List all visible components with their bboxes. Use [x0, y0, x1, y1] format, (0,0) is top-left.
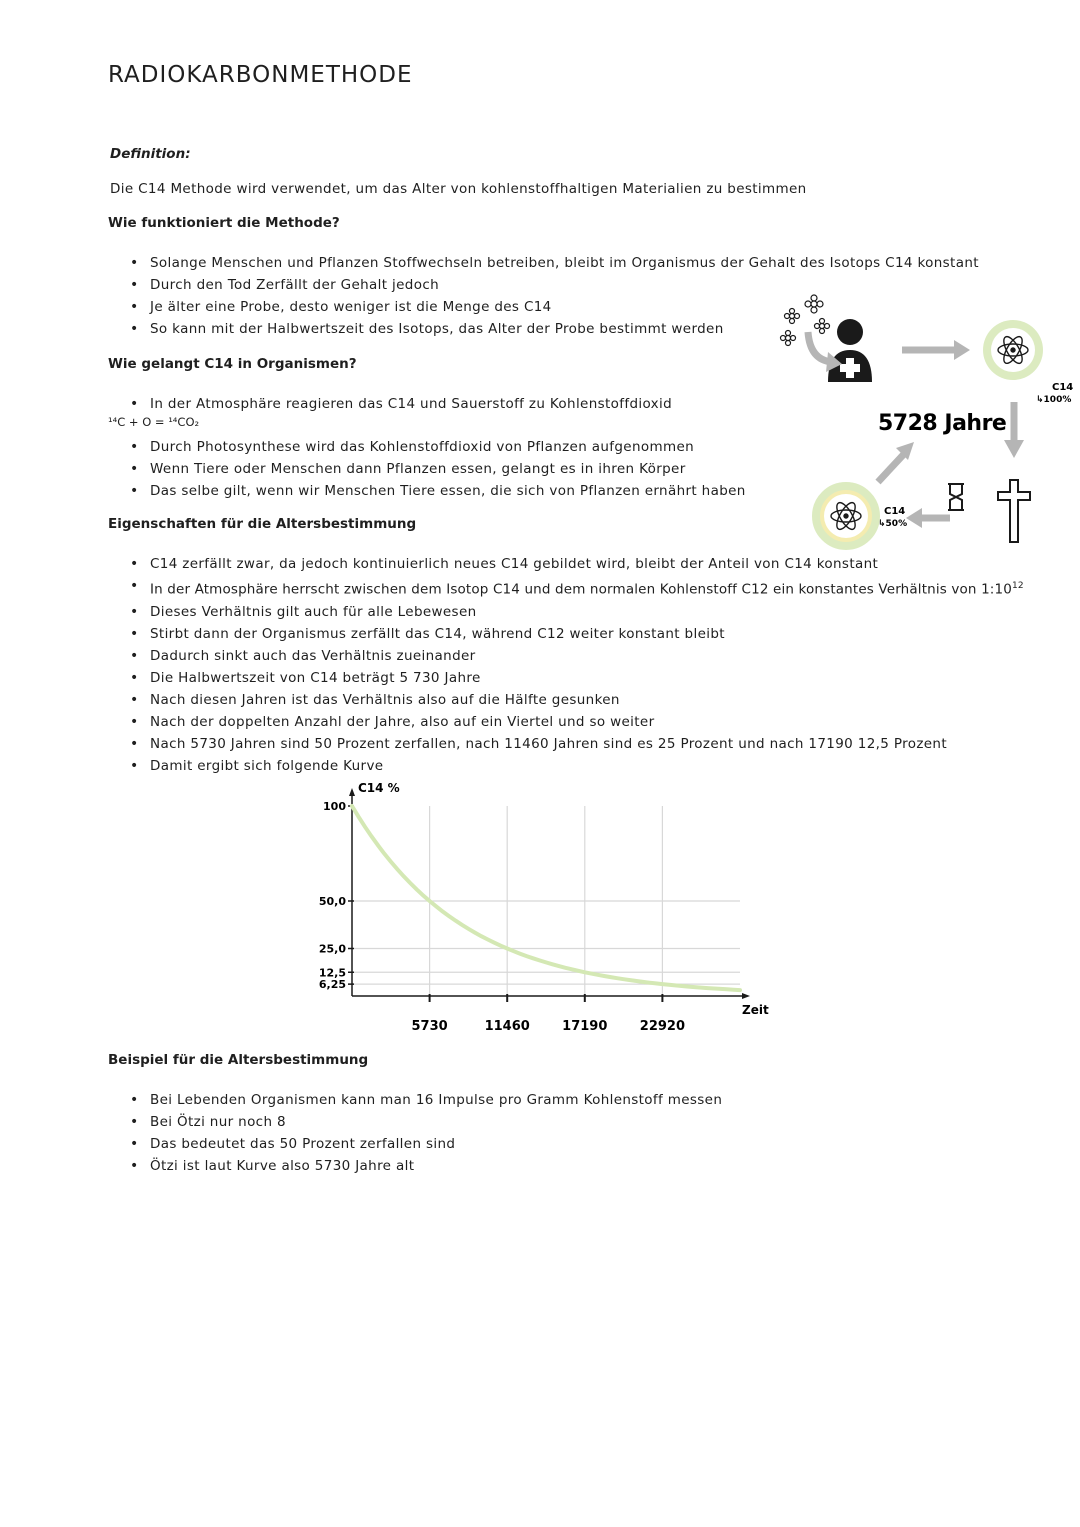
- example-heading: Beispiel für die Altersbestimmung: [108, 1052, 369, 1068]
- c14-full-label: C14: [1052, 382, 1074, 393]
- y-tick-label: 6,25: [318, 978, 346, 992]
- ratio-item-text: In der Atmosphäre herrscht zwischen dem Isotop C14 und dem normalen Kohlenstoff C12 ein konstantes Verhältnis von 1:10: [150, 581, 1012, 598]
- arrow-left-head: [906, 508, 922, 528]
- arrow-up: [878, 454, 904, 482]
- list-item: • Damit ergibt sich folgende Kurve: [110, 755, 1024, 777]
- list-item: • Die Halbwertszeit von C14 beträgt 5 730 Jahre: [110, 667, 1024, 689]
- c14-entry-list: [110, 436, 746, 502]
- list-item: • Bei Ötzi nur noch 8: [110, 1111, 722, 1133]
- c14-entry-first-list: [110, 393, 672, 415]
- how-it-works-heading: Wie funktioniert die Methode?: [108, 215, 340, 231]
- co2-formula: ¹⁴C + O = ¹⁴CO₂: [108, 415, 200, 429]
- y-tick-label: 12,5: [318, 966, 346, 980]
- definition-text: Die C14 Methode wird verwendet, um das Alter von kohlenstoffhaltigen Materialien zu bestimmen: [110, 181, 807, 197]
- list-item: • Bei Lebenden Organismen kann man 16 Impulse pro Gramm Kohlenstoff messen: [110, 1089, 722, 1111]
- arrow-down-head: [1004, 440, 1024, 458]
- list-item: • Das bedeutet das 50 Prozent zerfallen sind: [110, 1133, 722, 1155]
- chart-grid: [352, 806, 740, 996]
- list-item: • Stirbt dann der Organismus zerfällt das C14, während C12 weiter konstant bleibt: [110, 623, 1024, 645]
- x-tick-label: 11460: [484, 1019, 530, 1034]
- properties-heading: Eigenschaften für die Altersbestimmung: [108, 516, 417, 532]
- c14-full-pct: ↳100%: [1036, 395, 1072, 405]
- y-axis-label: C14 %: [358, 781, 400, 795]
- list-item: • Dieses Verhältnis gilt auch für alle Lebewesen: [110, 601, 1024, 623]
- decay-curve: [352, 806, 740, 990]
- list-item: • Durch Photosynthese wird das Kohlenstoffdioxid von Pflanzen aufgenommen: [110, 436, 746, 458]
- flower-icon: [781, 295, 830, 346]
- list-item: • Dadurch sinkt auch das Verhältnis zueinander: [110, 645, 1024, 667]
- x-tick-label: 22920: [639, 1019, 686, 1034]
- list-item: • In der Atmosphäre reagieren das C14 und Sauerstoff zu Kohlenstoffdioxid: [110, 393, 672, 415]
- decay-chart: [300, 776, 800, 1046]
- ratio-exponent: 12: [1011, 581, 1024, 591]
- x-axis-arrow: [742, 993, 750, 999]
- x-axis-label: Zeit: [742, 1003, 769, 1017]
- list-item: • So kann mit der Halbwertszeit des Isotops, das Alter der Probe bestimmt werden: [110, 318, 979, 340]
- list-item: • Nach der doppelten Anzahl der Jahre, also auf ein Viertel und so weiter: [110, 711, 1024, 733]
- chart-axes: [349, 788, 750, 999]
- chart-ticks: [319, 800, 685, 1034]
- y-tick-label: 100: [323, 800, 346, 813]
- c14-half-pct: ↳50%: [878, 519, 908, 529]
- cross-icon: [998, 480, 1030, 542]
- person-icon: [828, 319, 872, 382]
- list-item: • Das selbe gilt, wenn wir Menschen Tiere essen, die sich von Pflanzen ernährt haben: [110, 480, 746, 502]
- c14-entry-heading: Wie gelangt C14 in Organismen?: [108, 356, 357, 372]
- x-tick-label: 5730: [411, 1019, 448, 1034]
- carbon-cycle-diagram: [770, 290, 1074, 560]
- list-item: • Solange Menschen und Pflanzen Stoffwechseln betreiben, bleibt im Organismus der Gehalt des Isotops C14 konstant: [110, 252, 979, 274]
- y-axis-arrow: [349, 788, 355, 796]
- list-item: • C14 zerfällt zwar, da jedoch kontinuierlich neues C14 gebildet wird, bleibt der Anteil von C14 konstant: [110, 553, 1024, 575]
- hourglass-icon: [948, 484, 964, 510]
- list-item: • Nach 5730 Jahren sind 50 Prozent zerfallen, nach 11460 Jahren sind es 25 Prozent und nach 17190 12,5 Prozent: [110, 733, 1024, 755]
- years-label: 5728 Jahre: [878, 411, 1007, 436]
- list-item: • Wenn Tiere oder Menschen dann Pflanzen essen, gelangt es in ihren Körper: [110, 458, 746, 480]
- y-tick-label: 25,0: [318, 942, 346, 956]
- list-item: [110, 575, 1024, 601]
- list-item: • Je älter eine Probe, desto weniger ist die Menge des C14: [110, 296, 979, 318]
- y-tick-label: 50,0: [318, 895, 346, 908]
- list-item: • Nach diesen Jahren ist das Verhältnis also auf die Hälfte gesunken: [110, 689, 1024, 711]
- page-title: RADIOKARBONMETHODE: [108, 62, 413, 88]
- c14-half-label: C14: [884, 506, 906, 517]
- arrow-right-head: [954, 340, 970, 360]
- properties-list: [110, 553, 1024, 777]
- list-item: • Durch den Tod Zerfällt der Gehalt jedoch: [110, 274, 979, 296]
- definition-heading: Definition:: [110, 146, 191, 162]
- x-tick-label: 17190: [562, 1019, 608, 1034]
- list-item: • Ötzi ist laut Kurve also 5730 Jahre alt: [110, 1155, 722, 1177]
- example-list: [110, 1089, 722, 1177]
